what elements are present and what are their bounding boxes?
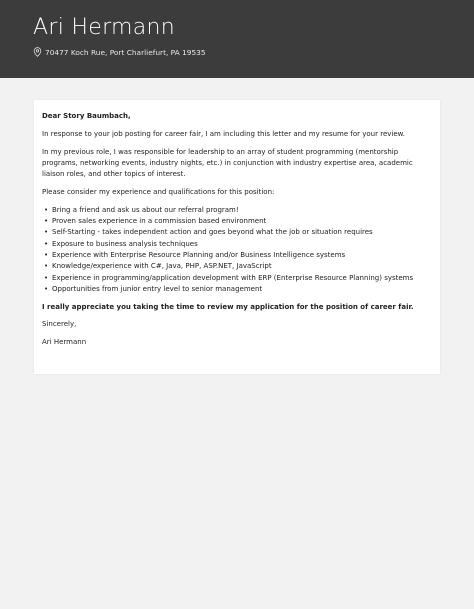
list-item: • Proven sales experience in a commission based environment [52,216,434,227]
intro-paragraph: In response to your job posting for career fair, I am including this letter and my resume for your review. [42,129,405,138]
salutation: Dear Story Baumbach, [42,112,131,120]
list-item: • Knowledge/experience with C#, Java, PHP, ASP.NET, JavaScript [52,261,434,272]
list-intro: Please consider my experience and qualifications for this position: [42,187,275,196]
list-item: • Bring a friend and ask us about our referral program! [52,205,434,216]
header-banner [0,0,474,78]
list-item: • Experience in programming/application development with ERP (Enterprise Resource Planning) systems [52,273,434,284]
address-text: 70477 Koch Rue, Port Charliefurt, PA 19535 [45,47,206,57]
list-item: • Self-Starting - takes independent action and goes beyond what the job or situation requires [52,227,434,238]
list-item: • Opportunities from junior entry level to senior management [52,284,434,295]
signoff: Sincerely, [42,320,77,329]
qualifications-list [42,205,434,295]
applicant-name: Ari Hermann [33,15,176,40]
closing-statement: I really appreciate you taking the time to review my application for the position of career fair. [42,302,414,311]
address-line [33,47,206,57]
list-item: • Exposure to business analysis techniques [52,239,434,250]
letter-content [42,111,434,355]
map-pin-icon [33,47,42,57]
letter-card [34,100,440,374]
list-item: • Experience with Enterprise Resource Planning and/or Business Intelligence systems [52,250,434,261]
signature: Ari Hermann [42,338,87,347]
body-paragraph: In my previous role, I was responsible for leadership to an array of student programming (mentorship programs, networking events, industry nights, etc.) in conjunction with industry expertise area, academic liaison roles, and other topics of interest. [42,147,413,179]
